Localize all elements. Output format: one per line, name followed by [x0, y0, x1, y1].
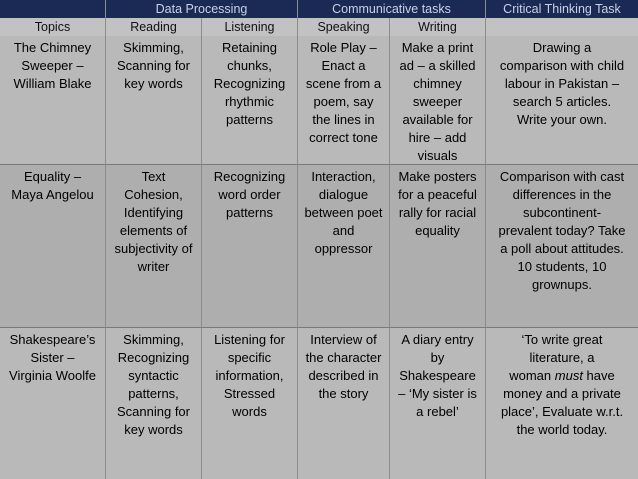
col-header-critical [486, 18, 638, 36]
row3-critical-emphasis: must [554, 368, 583, 383]
row3-critical-pre: ‘To write great literature, a woman [509, 332, 603, 383]
row1-critical: Drawing a comparison with child labour in Pakistan – search 5 articles. Write your own. [486, 36, 638, 165]
row3-critical-post: have money and a private place’, Evaluate w.r.t. the world today. [500, 368, 624, 437]
header-blank [0, 0, 106, 18]
col-header-topics: Topics [0, 18, 106, 36]
row3-critical [486, 328, 638, 479]
row3-topic: Shakespeare’s Sister – Virginia Woolfe [0, 328, 106, 479]
row2-speaking: Interaction, dialogue between poet and oppressor [298, 165, 390, 328]
row2-listening: Recognizing word order patterns [202, 165, 298, 328]
row1-writing: Make a print ad – a skilled chimney sweeper available for hire – add visuals [390, 36, 486, 165]
row3-writing: A diary entry by Shakespeare – ‘My sister is a rebel’ [390, 328, 486, 479]
row2-topic: Equality – Maya Angelou [0, 165, 106, 328]
row1-reading: Skimming, Scanning for key words [106, 36, 202, 165]
col-header-listening: Listening [202, 18, 298, 36]
header-critical-thinking: Critical Thinking Task [486, 0, 638, 18]
row1-topic: The Chimney Sweeper – William Blake [0, 36, 106, 165]
row3-speaking: Interview of the character described in the story [298, 328, 390, 479]
row2-reading: Text Cohesion, Identifying elements of subjectivity of writer [106, 165, 202, 328]
row2-writing: Make posters for a peaceful rally for racial equality [390, 165, 486, 328]
row2-critical: Comparison with cast differences in the subcontinent- prevalent today? Take a poll about attitudes. 10 students, 10 grownups. [486, 165, 638, 328]
col-header-speaking: Speaking [298, 18, 390, 36]
row3-listening: Listening for specific information, Stressed words [202, 328, 298, 479]
header-data-processing: Data Processing [106, 0, 298, 18]
row3-reading: Skimming, Recognizing syntactic patterns, Scanning for key words [106, 328, 202, 479]
header-communicative-tasks: Communicative tasks [298, 0, 486, 18]
row1-listening: Retaining chunks, Recognizing rhythmic patterns [202, 36, 298, 165]
row1-speaking: Role Play – Enact a scene from a poem, say the lines in correct tone [298, 36, 390, 165]
col-header-reading: Reading [106, 18, 202, 36]
col-header-writing: Writing [390, 18, 486, 36]
